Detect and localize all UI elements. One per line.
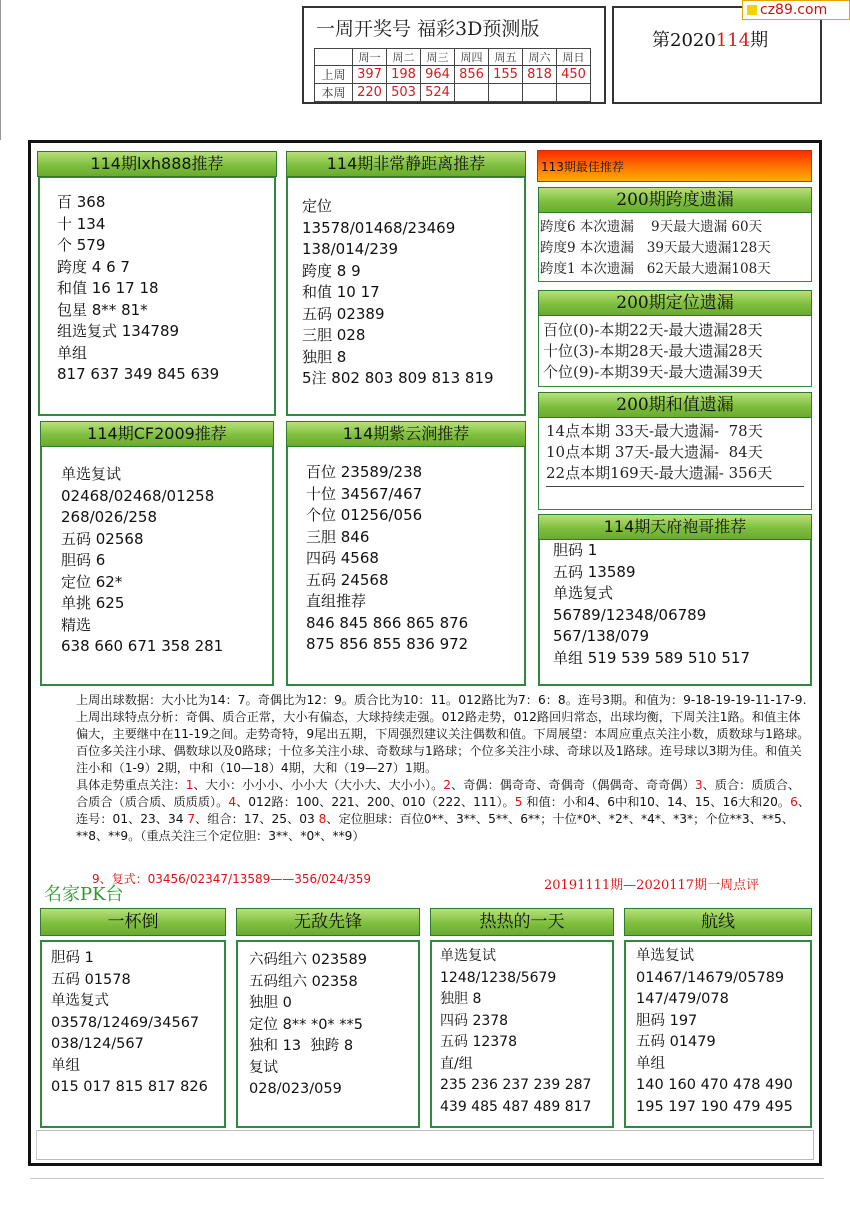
pk-col-title: 热热的一天 [430, 908, 614, 936]
position-omission-body: 百位(0)-本期22天-最大遗漏28天 十位(3)-本期28天-最大遗漏28天 个位(9)-本期39天-最大遗漏39天 [543, 321, 763, 381]
panel-title: 200期和值遗漏 [538, 392, 812, 418]
draw-number: 450 [557, 66, 591, 84]
draw-number: 503 [387, 84, 421, 102]
draw-number [489, 84, 523, 102]
panel-body: 百位 23589/238 十位 34567/467 个位 01256/056 三胆 846 四码 4568 五码 24568 直组推荐 846 845 866 865 876 875 856 855 836 972 [306, 463, 469, 653]
panel-title: 200期定位遗漏 [538, 290, 812, 316]
draw-number: 856 [455, 66, 489, 84]
issue-prefix: 第2020 [652, 30, 716, 51]
draw-number [557, 84, 591, 102]
day-cell: 周日 [557, 49, 591, 66]
draw-number [455, 84, 489, 102]
focus-text: 、012路：100、221、200、010（222、111）。 [236, 795, 515, 809]
footer-bar [36, 1130, 814, 1160]
focus-text: 、定位胆球：百位0**、3**、5**、6**；十位*0*、*2*、*4*、*3*；个位**3、**5、**8、**9。（重点关注三个定位胆：3**、*0*、**9） [76, 812, 794, 843]
panel-body: 百 368 十 134 个 579 跨度 4 6 7 和值 16 17 18 包星 8** 81* 组选复式 134789 单组 817 637 349 845 639 [57, 193, 220, 383]
span-omission-body: 跨度6 本次遗漏 9天最大遗漏 60天 跨度9 本次遗漏 39天最大遗漏128天 跨度1 本次遗漏 62天最大遗漏108天 [540, 219, 771, 277]
row-label: 上周 [315, 66, 353, 84]
panel-body: 单选复试 02468/02468/01258 268/026/258 五码 02568 胆码 6 定位 62* 单挑 625 精选 638 660 671 358 281 [61, 465, 224, 655]
day-cell: 周六 [523, 49, 557, 66]
issue-number [652, 26, 768, 52]
weekly-draw-title: 一周开奖号 福彩3D预测版 [316, 18, 540, 40]
focus-text: 、连号：01、23、34 [76, 795, 811, 826]
pk-col-body: 六码组六 023589 五码组六 02358 独胆 0 定位 8** *0* **5 独和 13 独跨 8 复试 028/023/059 [249, 952, 367, 1097]
analysis-paragraph-1: 上周出球数据：大小比为14：7。奇偶比为12：9。质合比为10：11。012路比为7：6：8。连号3期。和值为：9-18-19-19-11-17-9.上周出球特点分析：奇偶、质合正常，大小有偏态，大球持续走强。012路走势，012路回归常态，出球均衡，下周关注1路。和值主体偏大，主要继中在11-19之间。走势奇特，9尾出五期，下周强烈建议关注偶数和值。下周展望：本周应重点关注小数，质数球与1路球。百位多关注小球、偶数球以及0路球；十位多关注小球、奇数球与1路球；个位多关注小球、奇球以及1路球。连号球以3期为佳。和值关注小和（1-9）2期，中和（10—18）4期，大和（19—27）1期。 [76, 693, 810, 775]
draw-number: 198 [387, 66, 421, 84]
day-cell: 周五 [489, 49, 523, 66]
focus-num: 6 [790, 795, 798, 809]
row-label: 本周 [315, 84, 353, 102]
pk-col-body: 胆码 1 五码 01578 单选复式 03578/12469/34567 038/124/567 单组 015 017 815 817 826 [51, 950, 208, 1095]
focus-num: 8 [318, 812, 327, 826]
days-row [315, 49, 591, 66]
pk-title: 名家PK台 [44, 884, 124, 905]
pk-col-title: 无敌先锋 [236, 908, 420, 936]
weekly-draw-box [302, 6, 606, 104]
analysis-paragraph-2 [40, 777, 812, 845]
panel-body: 定位 13578/01468/23469 138/014/239 跨度 8 9 和值 10 17 五码 02389 三胆 028 独胆 8 5注 802 803 809 813 819 [302, 197, 494, 387]
panel-title: 114期紫云涧推荐 [286, 421, 526, 447]
draw-number: 818 [523, 66, 557, 84]
focus-text: 、大小：小小小、小小大（大小大、大小小）。 [193, 778, 444, 792]
corner-cell [315, 49, 353, 66]
sum-divider [546, 486, 804, 487]
day-cell: 周三 [421, 49, 455, 66]
focus-num: 4 [228, 795, 237, 809]
draw-number: 964 [421, 66, 455, 84]
analysis-text [40, 692, 812, 845]
panel-title: 114期非常静距离推荐 [286, 151, 526, 177]
focus-text: 、奇偶：偶奇奇、奇偶奇（偶偶奇、奇奇偶） [451, 778, 695, 792]
site-label: cz89.com [760, 2, 828, 18]
fushi-line: 9、复式：03456/02347/13589——356/024/359 [92, 872, 372, 886]
focus-text: 、组合：17、25、03 [195, 812, 319, 826]
pk-col-body: 单选复试 01467/14679/05789 147/479/078 胆码 197 五码 01479 单组 140 160 470 478 490 195 197 190 479 495 [636, 948, 793, 1115]
focus-text: 、质合：质质合、合质合（质合质、质质质）。 [76, 778, 801, 809]
day-cell: 周一 [353, 49, 387, 66]
this-week-row [315, 84, 591, 102]
site-link[interactable] [742, 0, 850, 20]
draw-number: 220 [353, 84, 387, 102]
pk-col-title: 一杯倒 [40, 908, 226, 936]
focus-intro: 具体走势重点关注： [76, 778, 186, 792]
page-edge-line [0, 0, 1, 140]
pk-col-body: 单选复试 1248/1238/5679 独胆 8 四码 2378 五码 12378 直/组 235 236 237 239 287 439 485 487 489 817 [440, 948, 592, 1115]
sum-omission-body: 14点本期 33天-最大遗漏- 78天 10点本期 37天-最大遗漏- 84天 22点本期169天-最大遗漏- 356天 [546, 422, 773, 482]
focus-num: 7 [187, 812, 196, 826]
panel-body: 胆码 1 五码 13589 单选复式 56789/12348/06789 567/138/079 单组 519 539 589 510 517 [553, 541, 750, 667]
focus-text: 和值：小和4、6中和10、14、15、16大和20。 [522, 795, 791, 809]
review-period: 20191111期—2020117期一周点评 [544, 878, 760, 893]
issue-suffix: 期 [750, 30, 769, 51]
focus-num: 1 [185, 778, 194, 792]
day-cell: 周四 [455, 49, 489, 66]
draw-number: 155 [489, 66, 523, 84]
bottom-line [30, 1178, 824, 1179]
focus-num: 5 [514, 795, 523, 809]
draw-number [523, 84, 557, 102]
panel-title: 114期lxh888推荐 [37, 151, 277, 177]
panel-title: 114期CF2009推荐 [40, 421, 274, 447]
panel-title: 200期跨度遗漏 [538, 187, 812, 213]
pk-col-title: 航线 [624, 908, 812, 936]
site-square-icon [747, 5, 757, 15]
panel-title: 114期天府袍哥推荐 [538, 514, 812, 540]
issue-box [612, 6, 822, 104]
focus-num: 3 [694, 778, 703, 792]
issue-num: 114 [715, 30, 751, 51]
last-week-row [315, 66, 591, 84]
draw-number: 397 [353, 66, 387, 84]
best-recommend-banner: 113期最佳推荐 [537, 150, 812, 182]
day-cell: 周二 [387, 49, 421, 66]
focus-num: 2 [443, 778, 452, 792]
weekly-draw-table [314, 48, 591, 102]
draw-number: 524 [421, 84, 455, 102]
